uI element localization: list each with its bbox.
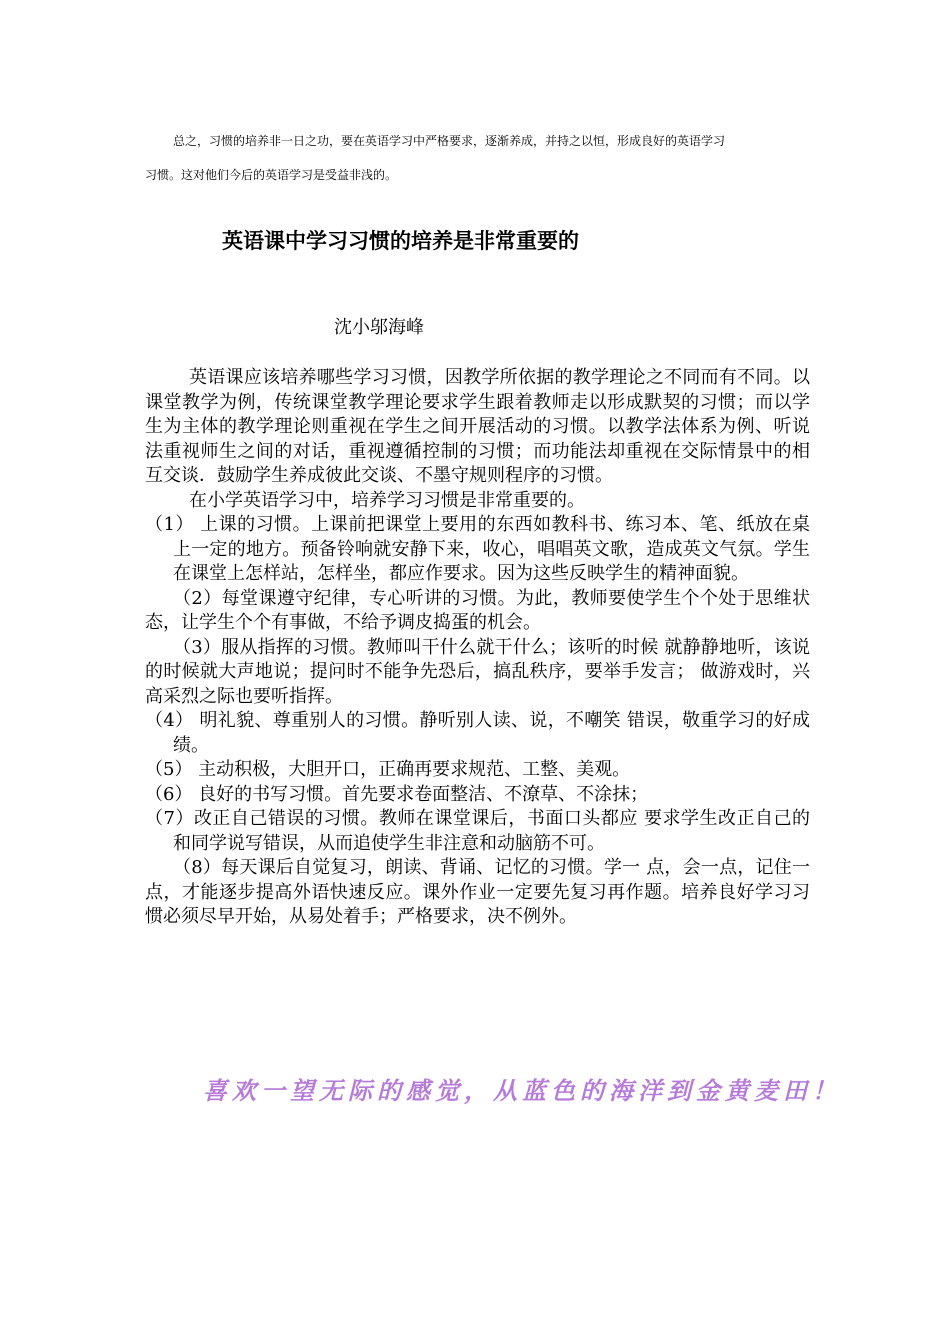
- habit-item-5: （5） 主动积极，大胆开口，正确再要求规范、工整、美观。: [145, 759, 631, 780]
- intro-paragraph: [145, 124, 825, 192]
- article-title: 英语课中学习习惯的培养是非常重要的: [222, 229, 579, 253]
- habit-item-6: （6） 良好的书写习惯。首先要求卷面整洁、不潦草、不涂抹；: [145, 783, 649, 805]
- body-paragraph-1: 英语课应该培养哪些学习习惯，因教学所依据的教学理论之不同而有不同。以课堂教学为例，传统课堂教学理论要求学生跟着教师走以形成默契的习惯；而以学生为主体的教学理论则重视在学生之间开展活动的习惯。以教学法体系为例、听说法重视师生之间的对话，重视遵循控制的习惯；而功能法却重视在交际情景中的相互交谈．鼓励学生养成彼此交谈、不墨守规则程序的习惯。: [145, 367, 810, 486]
- habit-item-3: （3）服从指挥的习惯。教师叫干什么就干什么；该听的时候 就静静地听，该说的时候就大声地说；提问时不能争先恐后，搞乱秩序，要举手发言； 做游戏时，兴高采烈之际也要听指挥。: [145, 636, 810, 707]
- body-paragraph-2: 在小学英语学习中，培养学习习惯是非常重要的。: [189, 489, 585, 511]
- habit-item-2: （2）每堂课遵守纪律，专心听讲的习惯。为此，教师要使学生个个处于思维状态，让学生个个有事做，不给予调皮捣蛋的机会。: [145, 587, 810, 633]
- intro-line-2: 习惯。这对他们今后的英语学习是受益非浅的。: [145, 168, 398, 182]
- intro-line-1: 总之，习惯的培养非一日之功，要在英语学习中严格要求，逐渐养成，并持之以恒，形成良好的英语学习: [173, 134, 726, 148]
- habit-item-7: （7）改正自己错误的习惯。教师在课堂课后，书面口头都应 要求学生改正自己的和同学说写错误，从而追使学生非注意和动脑筋不可。: [145, 808, 810, 854]
- footer-slogan: 喜欢一望无际的感觉，从蓝色的海洋到金黄麦田！: [203, 1076, 841, 1105]
- habit-item-4: （4） 明礼貌、尊重别人的习惯。静听别人读、说，不嘲笑 错误，敬重学习的好成绩。: [145, 710, 810, 756]
- habit-item-1: （1） 上课的习惯。上课前把课堂上要用的东西如教科书、练习本、笔、纸放在桌上一定的地方。预备铃响就安静下来，收心，唱唱英文歌，造成英文气氛。学生在课堂上怎样站，怎样坐，都应作要求。因为这些反映学生的精神面貌。: [145, 514, 810, 584]
- article-body: [145, 366, 810, 930]
- article-author: 沈小邬海峰: [334, 317, 424, 338]
- habit-item-8: （8）每天课后自觉复习，朗读、背诵、记忆的习惯。学一 点，会一点，记住一点，才能逐步提高外语快速反应。课外作业一定要先复习再作题。培养良好学习习惯必须尽早开始，从易处着手；严格要求，决不例外。: [145, 857, 810, 927]
